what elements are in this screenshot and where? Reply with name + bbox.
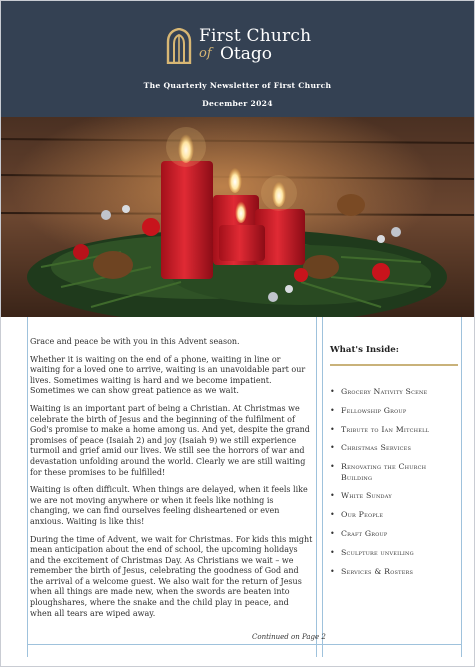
sidebar-rule — [330, 364, 458, 366]
contents-item: • White Sunday — [330, 491, 458, 502]
church-window-icon — [166, 28, 192, 64]
continued-note: Continued on Page 2 — [252, 633, 326, 641]
guide-line — [461, 317, 462, 657]
contents-item: • Our People — [330, 510, 458, 521]
whats-inside-sidebar — [330, 345, 458, 576]
contents-item: • Tribute to Ian Mitchell — [330, 425, 458, 436]
guide-line — [322, 317, 323, 657]
logo-of: of — [199, 46, 212, 61]
guide-line — [27, 317, 28, 657]
article-paragraph: During the time of Advent, we wait for Christmas. For kids this might mean anticipation about the end of school, the upcoming holidays and the excitement of Christmas Day. As Christians we wait – we remember the birth of Jesus, celebrating the goodness of God and the arrival of a welcome guest. We also wait for the return of Jesus when all things are made new, when the swords are beaten into ploughshares, where the snake and the child play in peace, and when all tears are wiped away. — [30, 534, 313, 618]
contents-item: • Grocery Nativity Scene — [330, 387, 458, 398]
hero-image — [1, 117, 474, 317]
guide-line — [27, 644, 462, 645]
contents-item: • Christmas Services — [330, 443, 458, 454]
contents-item: • Craft Group — [330, 529, 458, 540]
article-paragraph: Waiting is an important part of being a Christian. At Christmas we celebrate the birth of Jesus and the beginning of the fulfilment of God's promise to make a home among us. And yet, despite the grand promises of peace (Isaiah 2) and joy (Isaiah 9) we still experience turmoil and grief amid our lives. We still see the horrors of war and devastation unfolding around the world. Clearly we are still waiting for these promises to be fulfilled! — [30, 403, 310, 477]
sidebar-title: What's Inside: — [330, 345, 399, 355]
masthead — [1, 1, 474, 117]
article-body — [30, 337, 313, 626]
logo-otago: Otago — [220, 44, 273, 64]
logo-first-church: First Church — [199, 26, 312, 46]
contents-item: • Sculpture unveiling — [330, 548, 458, 559]
advent-candles-image — [1, 117, 474, 317]
issue-date: December 2024 — [202, 99, 273, 108]
article-paragraph: Waiting is often difficult. When things are delayed, when it feels like we are not moving anywhere or when it feels like nothing is changing, we can find ourselves feeling disheartened or even anxious. Waiting is like this! — [30, 485, 308, 526]
article-paragraph: Grace and peace be with you in this Advent season. — [30, 337, 240, 346]
church-logo — [166, 26, 316, 68]
contents-list — [330, 387, 458, 585]
newsletter-tagline: The Quarterly Newsletter of First Church — [143, 81, 332, 90]
guide-line — [316, 317, 317, 657]
article-paragraph: Whether it is waiting on the end of a phone, waiting in line or waiting for a loved one to arrive, waiting is an unavoidable part our lives. Sometimes waiting is hard and we become impatient. Sometimes we can show great patience as we wait. — [30, 354, 306, 396]
contents-item: • Fellowship Group — [330, 406, 458, 417]
contents-item: • Services & Rosters — [330, 567, 458, 578]
contents-item: • Renovating the Church Building — [330, 462, 458, 483]
